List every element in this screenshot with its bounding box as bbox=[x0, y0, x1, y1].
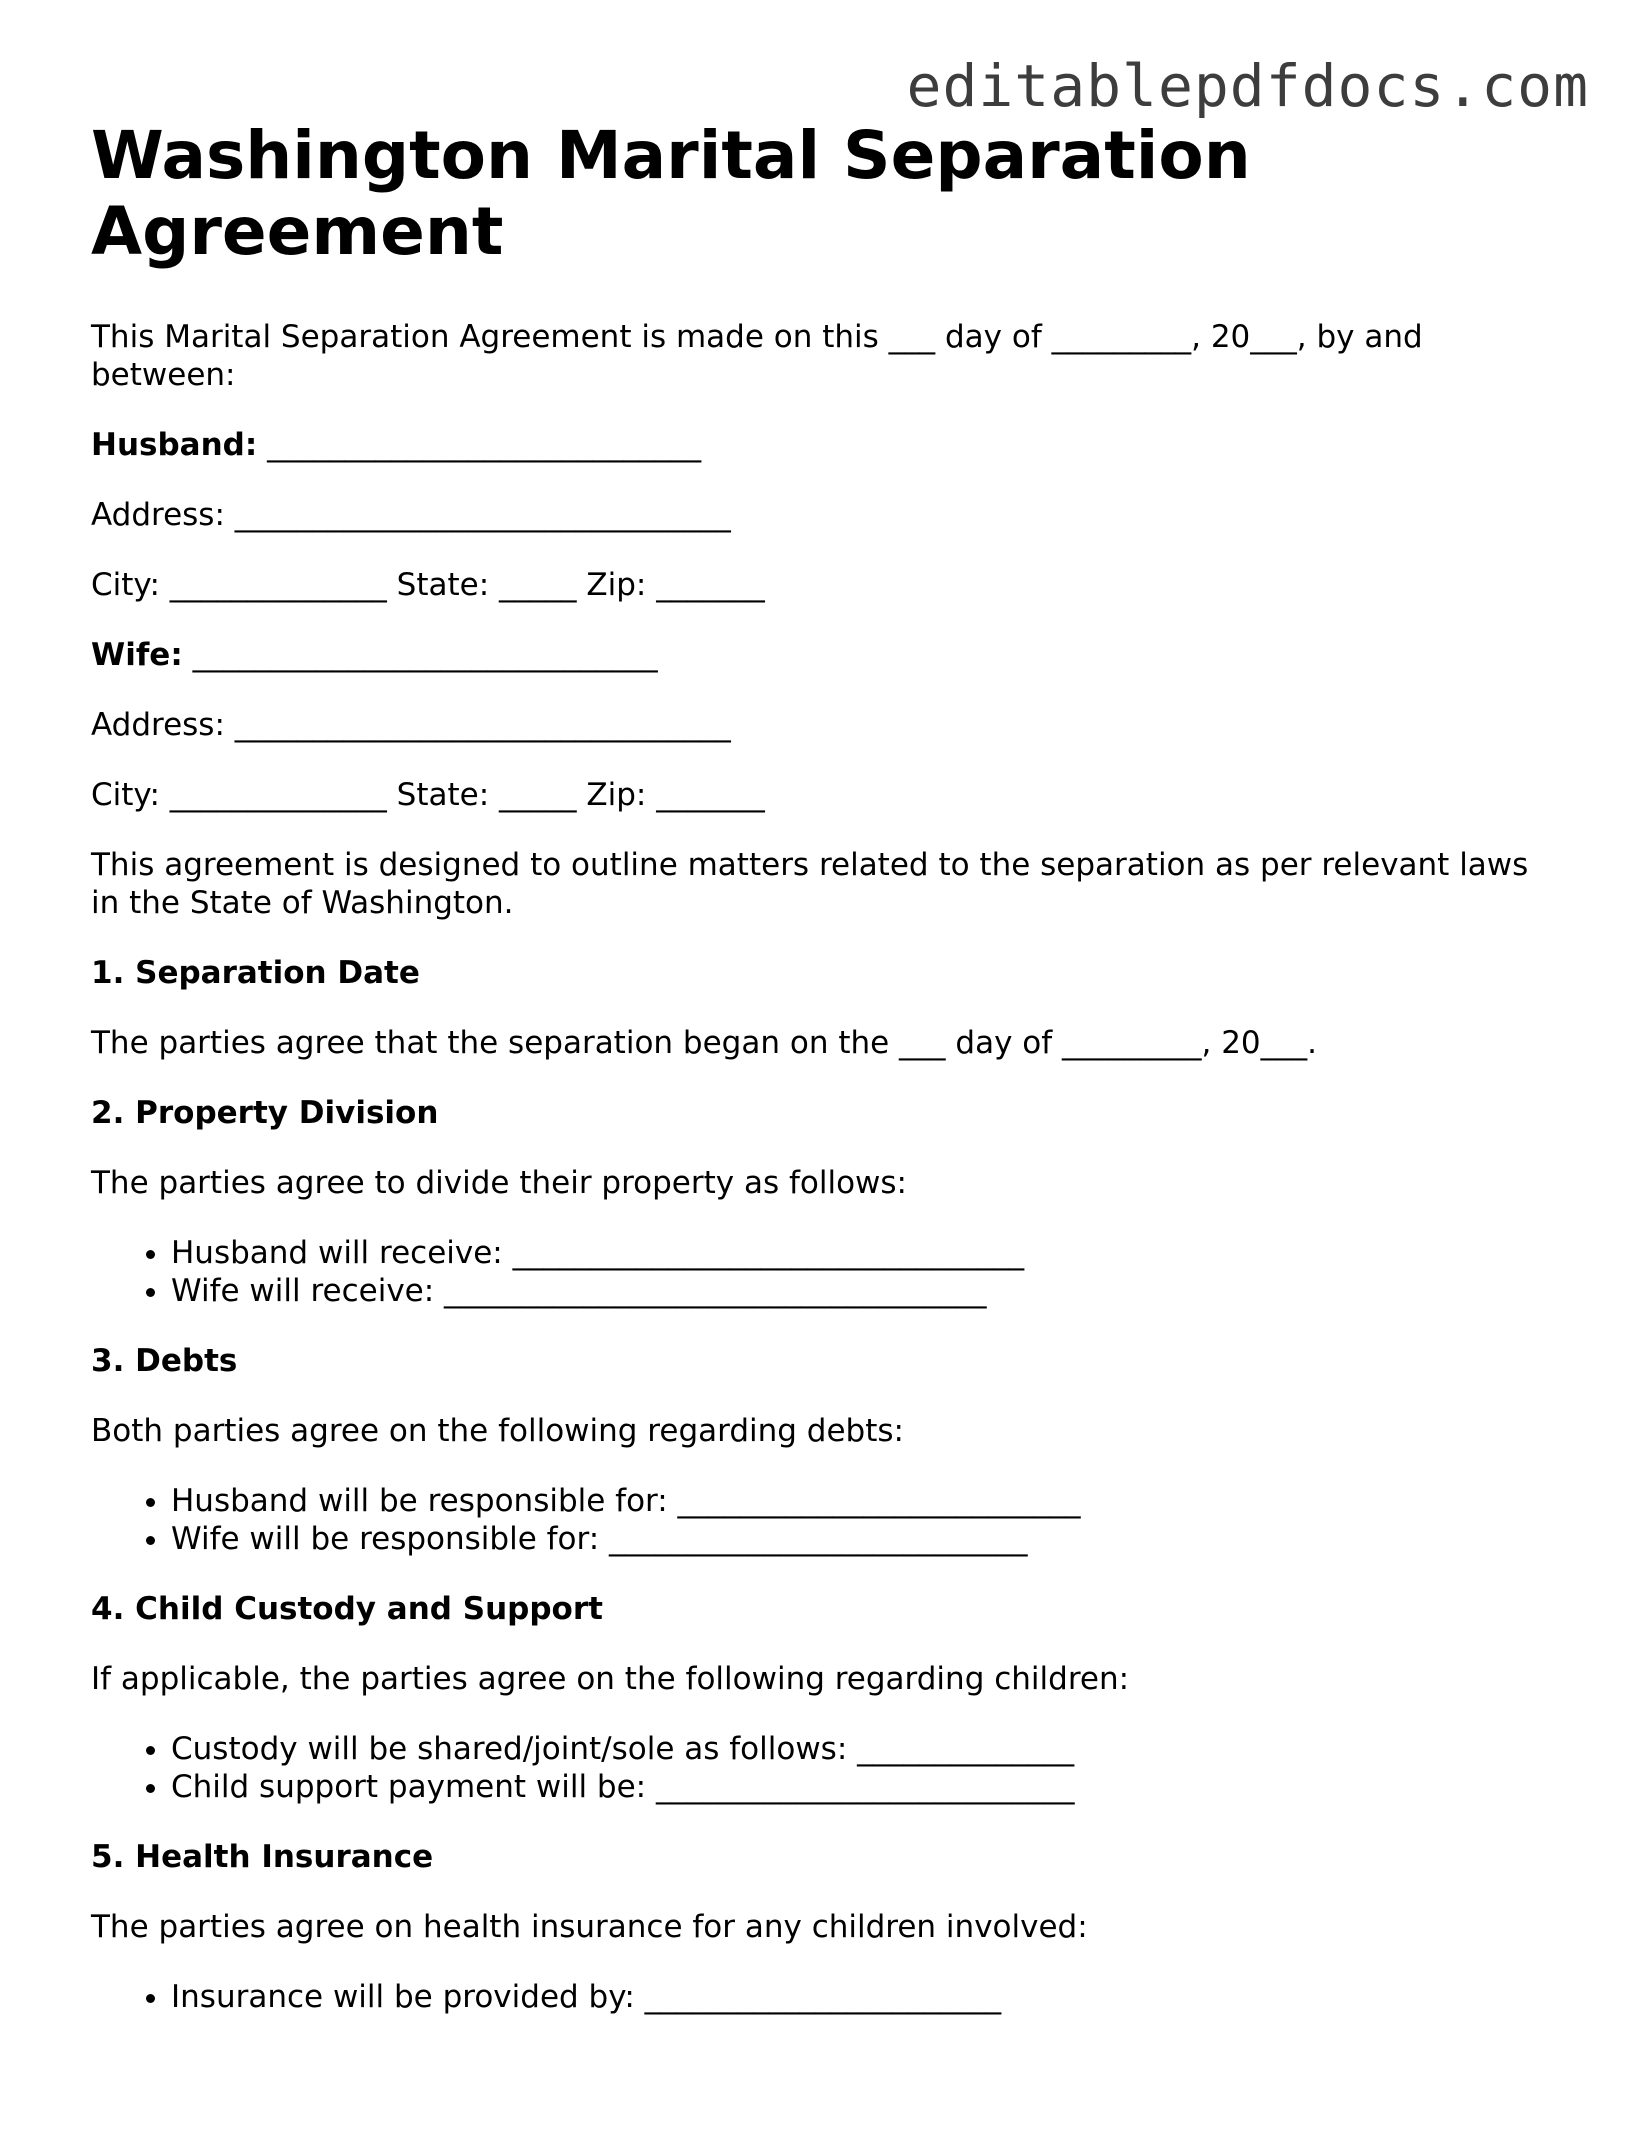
husband-address-line[interactable]: Address: ________________________________ bbox=[91, 497, 731, 533]
section-heading-health-insurance: 5. Health Insurance bbox=[91, 1839, 434, 1875]
purpose-paragraph: This agreement is designed to outline matters related to the separation as per relevant laws in the State of Washington. bbox=[91, 847, 1529, 921]
section-heading-property-division: 2. Property Division bbox=[91, 1095, 439, 1131]
husband-city-state-zip-line[interactable]: City: ______________ State: _____ Zip: _______ bbox=[91, 567, 765, 603]
list-item[interactable]: • Insurance will be provided by: _______________________ bbox=[171, 1978, 1561, 2016]
intro-paragraph: This Marital Separation Agreement is made on this ___ day of _________, 20___, by and between: bbox=[91, 319, 1423, 393]
wife-name-line bbox=[91, 636, 1561, 674]
health-insurance-text: The parties agree on health insurance for any children involved: bbox=[91, 1909, 1088, 1945]
list-item[interactable]: • Wife will receive: ___________________________________ bbox=[171, 1272, 1561, 1310]
debts-list bbox=[91, 1482, 1561, 1558]
husband-name-line bbox=[91, 426, 1561, 464]
wife-city-state-zip-line[interactable]: City: ______________ State: _____ Zip: _______ bbox=[91, 777, 765, 813]
child-custody-list bbox=[91, 1730, 1561, 1806]
wife-label: Wife: bbox=[91, 637, 183, 673]
section-heading-debts: 3. Debts bbox=[91, 1343, 238, 1379]
child-custody-text: If applicable, the parties agree on the following regarding children: bbox=[91, 1661, 1130, 1697]
wife-name-blank[interactable]: ______________________________ bbox=[182, 637, 658, 673]
husband-name-blank[interactable]: ____________________________ bbox=[257, 427, 702, 463]
list-item[interactable]: • Husband will receive: _________________________________ bbox=[171, 1234, 1561, 1272]
property-division-text: The parties agree to divide their property as follows: bbox=[91, 1165, 908, 1201]
list-item[interactable]: • Wife will be responsible for: ___________________________ bbox=[171, 1520, 1561, 1558]
list-item[interactable]: • Husband will be responsible for: __________________________ bbox=[171, 1482, 1561, 1520]
property-division-list bbox=[91, 1234, 1561, 1310]
separation-date-text[interactable]: The parties agree that the separation began on the ___ day of _________, 20___. bbox=[91, 1025, 1318, 1061]
health-insurance-list bbox=[91, 1978, 1561, 2016]
husband-label: Husband: bbox=[91, 427, 258, 463]
debts-text: Both parties agree on the following regarding debts: bbox=[91, 1413, 904, 1449]
section-heading-separation-date: 1. Separation Date bbox=[91, 955, 420, 991]
list-item[interactable]: • Custody will be shared/joint/sole as follows: ______________ bbox=[171, 1730, 1561, 1768]
section-heading-child-custody: 4. Child Custody and Support bbox=[91, 1591, 603, 1627]
document-title: Washington Marital Separation Agreement bbox=[91, 117, 1251, 270]
document-page bbox=[91, 118, 1561, 2048]
wife-address-line[interactable]: Address: ________________________________ bbox=[91, 707, 731, 743]
list-item[interactable]: • Child support payment will be: ___________________________ bbox=[171, 1768, 1561, 1806]
site-watermark: editablepdfdocs.com bbox=[906, 52, 1589, 120]
